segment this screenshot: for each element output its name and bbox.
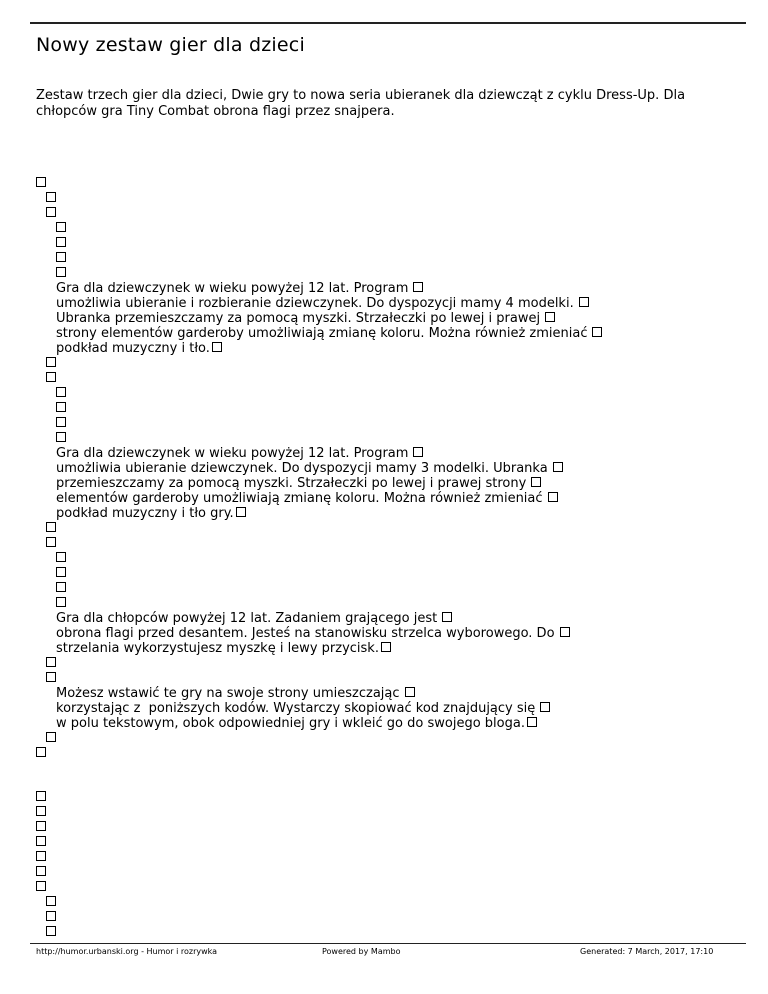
game1-line: podkład muzyczny i tło. (56, 341, 222, 356)
glyph-box-row (56, 431, 66, 446)
footer-generated-date: Generated: 7 March, 2017, 17:10 (580, 947, 714, 956)
game2-line: elementów garderoby umożliwiają zmianę koloru. Można również zmieniać (56, 491, 558, 506)
glyph-box-row (46, 671, 56, 686)
top-rule (30, 22, 746, 24)
glyph-box-row (56, 266, 66, 281)
game3-line: Gra dla chłopców powyżej 12 lat. Zadaniem grającego jest (56, 611, 452, 626)
footer-powered-by: Powered by Mambo (322, 947, 401, 956)
glyph-box-row (36, 790, 46, 805)
glyph-box-row (46, 656, 56, 671)
game2-line: podkład muzyczny i tło gry. (56, 506, 246, 521)
glyph-box-row (56, 401, 66, 416)
glyph-box-row (46, 731, 56, 746)
glyph-box-row (56, 566, 66, 581)
game2-line: umożliwia ubieranie dziewczynek. Do dyspozycji mamy 3 modelki. Ubranka (56, 461, 563, 476)
glyph-box-row (36, 880, 46, 895)
glyph-box-row (36, 805, 46, 820)
glyph-box-row (56, 551, 66, 566)
glyph-box-row (46, 895, 56, 910)
glyph-box-row (56, 236, 66, 251)
game1-line: Ubranka przemieszczamy za pomocą myszki. Strzałeczki po lewej i prawej (56, 311, 555, 326)
glyph-box-row (56, 251, 66, 266)
glyph-box-row (46, 925, 56, 940)
glyph-box-row (56, 581, 66, 596)
glyph-box-row (36, 865, 46, 880)
glyph-box-row (56, 386, 66, 401)
glyph-box-row (36, 176, 46, 191)
embed-note-line: Możesz wstawić te gry na swoje strony umieszczając (56, 686, 415, 701)
glyph-box-row (46, 191, 56, 206)
embed-note-line: korzystając z poniższych kodów. Wystarczy skopiować kod znajdujący się (56, 701, 550, 716)
glyph-box-row (36, 820, 46, 835)
glyph-box-row (36, 746, 46, 761)
game2-line: Gra dla dziewczynek w wieku powyżej 12 lat. Program (56, 446, 423, 461)
game1-line: Gra dla dziewczynek w wieku powyżej 12 lat. Program (56, 281, 423, 296)
glyph-box-row (46, 206, 56, 221)
game1-line: strony elementów garderoby umożliwiają zmianę koloru. Można również zmieniać (56, 326, 602, 341)
game3-line: strzelania wykorzystujesz myszkę i lewy przycisk. (56, 641, 391, 656)
game2-line: przemieszczamy za pomocą myszki. Strzałeczki po lewej i prawej strony (56, 476, 541, 491)
glyph-box-row (56, 596, 66, 611)
game3-line: obrona flagi przed desantem. Jesteś na stanowisku strzelca wyborowego. Do (56, 626, 570, 641)
glyph-box-row (46, 371, 56, 386)
glyph-box-row (46, 910, 56, 925)
glyph-box-row (46, 521, 56, 536)
glyph-box-row (36, 850, 46, 865)
page-title: Nowy zestaw gier dla dzieci (36, 34, 305, 56)
glyph-box-row (56, 416, 66, 431)
glyph-box-row (36, 835, 46, 850)
glyph-box-row (46, 536, 56, 551)
intro-paragraph: Zestaw trzech gier dla dzieci, Dwie gry to nowa seria ubieranek dla dziewcząt z cyklu Dress-Up. Dla chłopców gra Tiny Combat obrona flagi przez snajpera. (36, 88, 686, 119)
game1-line: umożliwia ubieranie i rozbieranie dziewczynek. Do dyspozycji mamy 4 modelki. (56, 296, 589, 311)
glyph-box-row (46, 356, 56, 371)
glyph-box-row (56, 221, 66, 236)
footer-rule (30, 943, 746, 944)
footer-site-link[interactable]: http://humor.urbanski.org - Humor i rozrywka (36, 947, 218, 956)
embed-note-line: w polu tekstowym, obok odpowiedniej gry i wkleić go do swojego bloga. (56, 716, 537, 731)
